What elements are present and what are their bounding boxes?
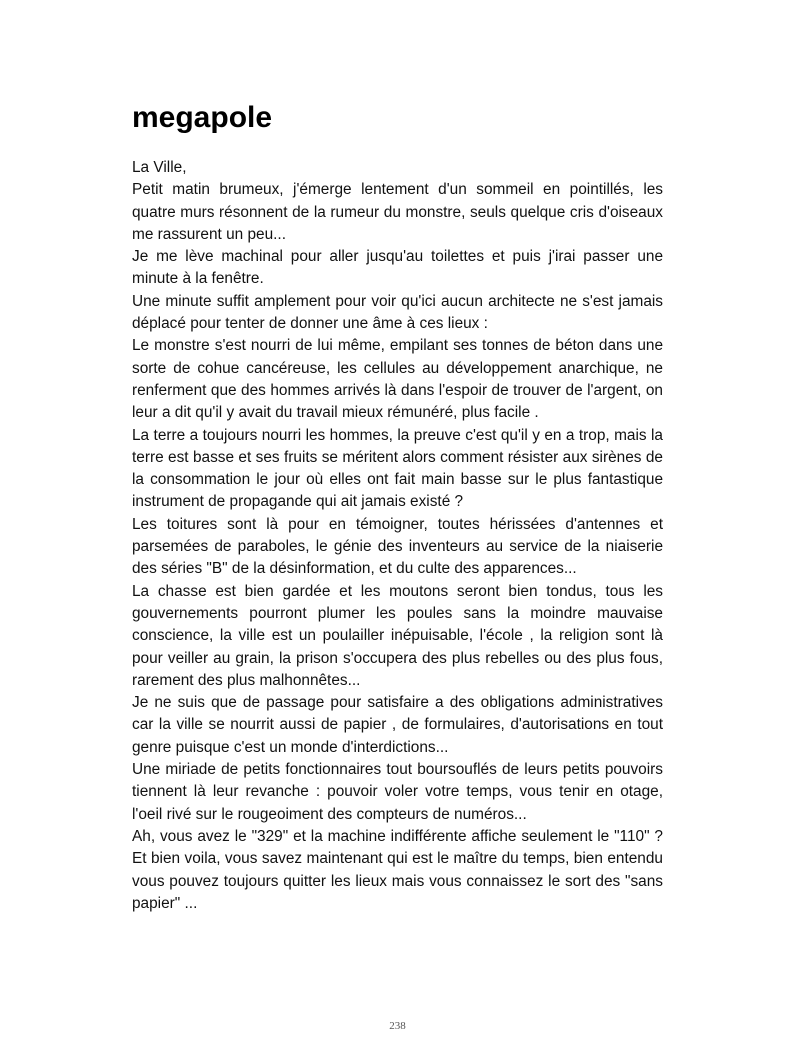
- paragraph: Je ne suis que de passage pour satisfaire a des obligations administratives car la ville se nourrit aussi de papier , de formulaires, d'autorisations en tout genre puisque c'est un monde d'interdictions...: [132, 694, 663, 756]
- paragraph: La terre a toujours nourri les hommes, la preuve c'est qu'il y en a trop, mais la terre est basse et ses fruits se méritent alors comment résister aux sirènes de la consommation le jour où elles ont fait main basse sur le plus fantastique instrument de propagande qui ait jamais existé ?: [132, 426, 663, 511]
- page-number: 238: [389, 1020, 406, 1032]
- paragraph: La chasse est bien gardée et les moutons seront bien tondus, tous les gouvernements pourront plumer les poules sans la moindre mauvaise conscience, la ville est un poulailler inépuisable, l'école , la religion sont là pour veiller au grain, la prison s'occupera des plus rebelles ou des plus fous, rarement des plus malhonnêtes...: [132, 582, 663, 689]
- paragraph: Une minute suffit amplement pour voir qu'ici aucun architecte ne s'est jamais déplacé pour tenter de donner une âme à ces lieux :: [132, 292, 663, 333]
- paragraph: Le monstre s'est nourri de lui même, empilant ses tonnes de béton dans une sorte de cohue cancéreuse, les cellules au développement anarchique, ne renferment que des hommes arrivés là dans l'espoir de trouver de l'argent, on leur a dit qu'il y avait du travail mieux rémunéré, plus facile .: [132, 337, 663, 422]
- page-title: megapole: [132, 101, 273, 134]
- paragraph: La Ville,: [132, 159, 187, 176]
- paragraph: Je me lève machinal pour aller jusqu'au toilettes et puis j'irai passer une minute à la fenêtre.: [132, 248, 663, 288]
- paragraph: Petit matin brumeux, j'émerge lentement d'un sommeil en pointillés, les quatre murs résonnent de la rumeur du monstre, seuls quelque cris d'oiseaux me rassurent un peu...: [132, 181, 663, 243]
- body-text: [132, 157, 663, 915]
- paragraph: Les toitures sont là pour en témoigner, toutes hérissées d'antennes et parsemées de paraboles, le génie des inventeurs au service de la niaiserie des séries "B" de la désinformation, et du culte des apparences...: [132, 515, 663, 578]
- paragraph: Une miriade de petits fonctionnaires tout boursouflés de leurs petits pouvoirs tiennent là leur revanche : pouvoir voler votre temps, vous tenir en otage, l'oeil rivé sur le rougeoiment des compteurs de numéros...: [132, 761, 663, 823]
- paragraph: Ah, vous avez le "329" et la machine indifférente affiche seulement le "110" ? Et bien voila, vous savez maintenant qui est le maître du temps, bien entendu vous pouvez toujours quitter les lieux mais vous connaissez le sort des "sans papier" ...: [132, 827, 663, 912]
